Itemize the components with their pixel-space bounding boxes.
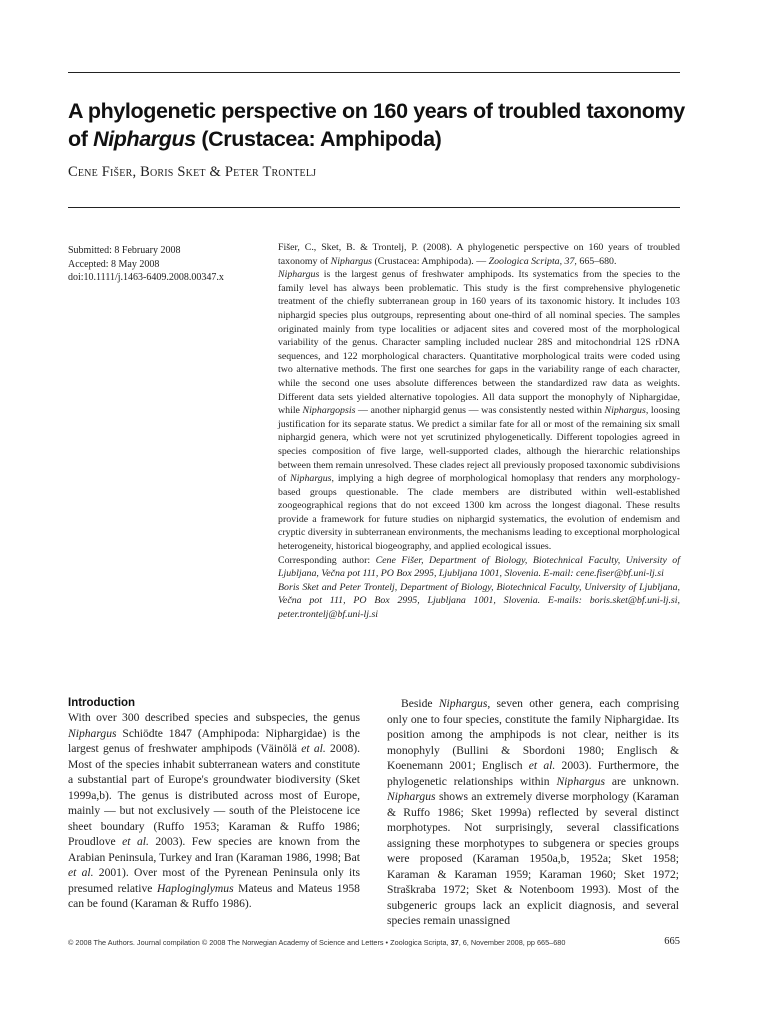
corresponding-author: Corresponding author: Cene Fišer, Department of Biology, Biotechnical Faculty, University of Ljubljana, Večna pot 111, PO Box 2995, Ljubljana 1001, Slovenia. E-mail: cene.fiser@bf.uni-lj.si Boris Sket and Peter Trontelj, Department of Biology, Biotechnical Faculty, University of Ljubljana, Večna pot 111, PO Box 2995, Ljubljana 1001, Slovenia. E-mails: boris.sket@bf.uni-lj.si, peter.trontelj@bf.uni-lj.si [278,554,680,621]
title-line-1: A phylogenetic perspective on 160 years of troubled taxonomy [68,99,685,123]
body-paragraph: With over 300 described species and subspecies, the genus Niphargus Schiödte 1847 (Amphipoda: Niphargidae) is the largest genus of freshwater amphipods (Väinölä et al. 2008). Most of the species inhabit subterranean waters and constitute a substantial part of Europe's groundwater biodiversity (Sket 1999a,b). The genus is distributed across most of Europe, mainly — but not exclusively — south of the Pleistocene ice sheet boundary (Ruffo 1953; Karaman & Ruffo 1986; Proudlove et al. 2003). Few species are known from the Arabian Peninsula, Turkey and Iran (Karaman 1986, 1998; Bat et al. 2001). Over most of the Pyrenean Peninsula only its presumed relative Haploginglymus Mateus and Mateus 1958 can be found (Karaman & Ruffo 1986). [68,711,361,910]
abstract [278,241,680,622]
article-metadata [68,244,268,285]
top-rule [68,72,680,73]
body-column-right [387,696,679,929]
page-footer [68,938,680,947]
abstract-body: Niphargus is the largest genus of freshwater amphipods. Its systematics from the species to the family level has always been problematic. This study is the first comprehensive phylogenetic treatment of the chiefly subterranean group in 160 years of its taxonomic history. It includes 103 niphargid species plus outgroups, representing about one-third of all nominal species. The samples originated mainly from type localities or adjacent sites and covered most of the morphological variability of the genus. Character sampling included nuclear 28S and mitochondrial 12S rDNA sequences, and 122 morphological characters. Quantitative morphological traits were coded using two alternative methods. The first one searches for gaps in the variability range of each character, while the second one uses absolute differences between the standardized raw data as weights. Different data sets yielded alternative topologies. All data support the monophyly of Niphargidae, while Niphargopsis — another niphargid genus — was consistently nested within Niphargus, loosing justification for its separate status. We predict a similar fate for all or most of the remaining six small niphargid genera, which were not yet scrutinized phylogenetically. Different topologies agreed in species composition of five large, well-supported clades, although the hierarchic relationships between them remain unresolved. These clades reject all previously proposed taxonomic subdivisions of Niphargus, implying a high degree of morphological homoplasy that renders any morphology-based groups questionable. The clade members are distributed within well-established zoogeographical regions that do not exceed 1300 km across the longest diagonal. These results provide a framework for future studies on niphargid systematics, the evolution of endemism and cryptic diversity in subterranean environments, the mechanisms leading to exceptional morphological heterogeneity, historical biogeography, and applied ecological issues. [278,269,680,553]
title-rest: (Crustacea: Amphipoda) [195,127,442,151]
page-number: 665 [664,936,680,947]
author-list: Cene Fišer, Boris Sket & Peter Trontelj [68,164,317,180]
header-rule [68,207,680,208]
article-title [68,97,688,153]
title-genus: Niphargus [93,127,196,151]
body-paragraph: Beside Niphargus, seven other genera, each comprising only one to four species, constitute the family Niphargidae. Its position among the amphipods is not clear, neither is its monophyly (Bullini & Sbordoni 1980; Englisch & Koenemann 2001; Englisch et al. 2003). Furthermore, the phylogenetic relationships within Niphargus are unknown. Niphargus shows an extremely diverse morphology (Karaman & Ruffo 1986; Sket 1999a) reflected by several distinct morphotypes. Not surprisingly, several classifications assigning these morphotypes to subgenera or species groups were proposed (Karaman 1950a,b, 1952a; Sket 1958; Karaman & Karaman 1959; Karaman 1960; Sket 1972; Straškraba 1972; Sket & Notenboom 1993). Most of the subgeneric groups lack an explicit diagnosis, and several species remain unassigned [387,697,680,927]
copyright-line: © 2008 The Authors. Journal compilation © 2008 The Norwegian Academy of Science and Letters • Zoologica Scripta, 37, 6, November 2008, pp 665–680 [68,938,566,947]
title-of: of [68,127,94,151]
accepted-date: Accepted: 8 May 2008 [68,258,160,270]
submitted-date: Submitted: 8 February 2008 [68,245,181,256]
abstract-citation: Fišer, C., Sket, B. & Trontelj, P. (2008). A phylogenetic perspective on 160 years of troubled taxonomy of Niphargus (Crustacea: Amphipoda). — Zoologica Scripta, 37, 665–680. [278,242,680,267]
doi: doi:10.1111/j.1463-6409.2008.00347.x [68,272,224,284]
section-heading-introduction: Introduction [68,697,136,709]
body-column-left [68,696,360,912]
